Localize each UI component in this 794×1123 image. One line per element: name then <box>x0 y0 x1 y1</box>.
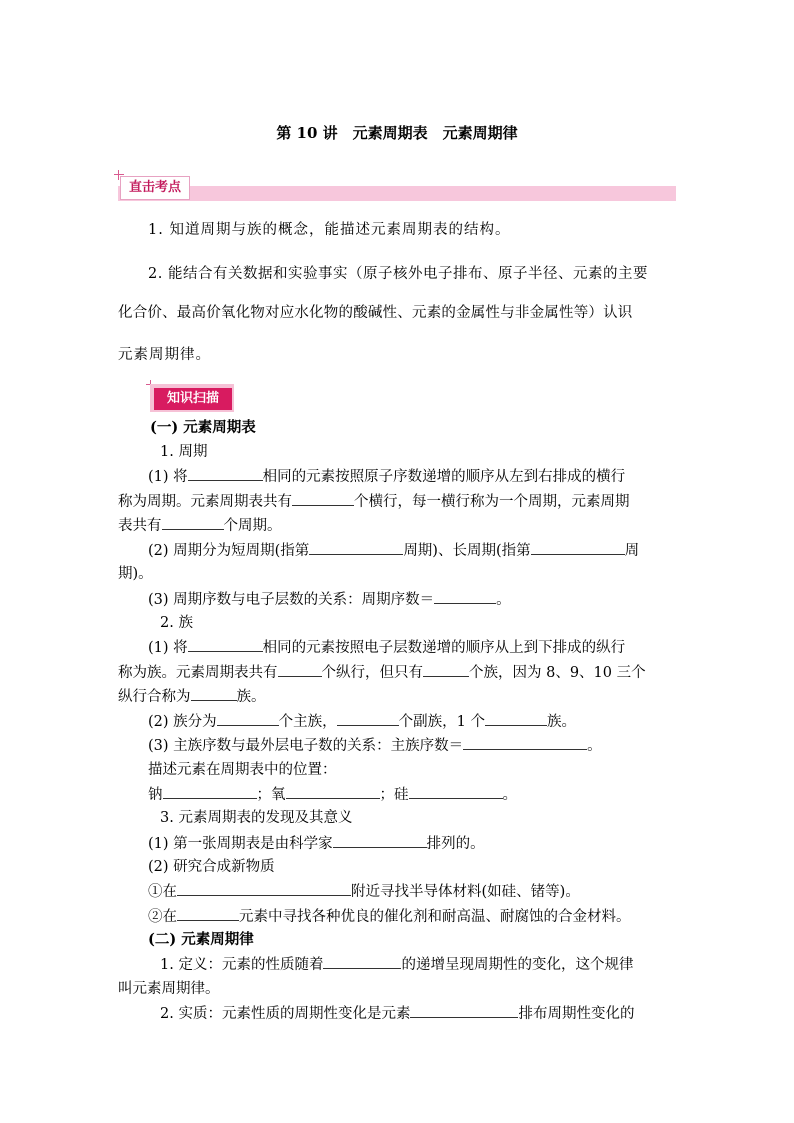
fill-blank <box>410 1003 518 1018</box>
text-line: (2) 周期分为短周期(指第 周期)、长周期(指第 周 <box>148 540 639 561</box>
heading-periodic-law: (二) 元素周期律 <box>148 931 254 948</box>
page-title: 第 10 讲 元素周期表 元素周期律 <box>276 124 518 142</box>
text-line: ②在 元素中寻找各种优良的催化剂和耐高温、耐腐蚀的合金材料。 <box>148 906 631 927</box>
fill-blank <box>434 589 496 604</box>
text-line: 表共有 个周期。 <box>118 515 282 536</box>
text-line: 钠 ；氧 ；硅 。 <box>148 784 517 805</box>
text-line: 叫元素周期律。 <box>118 981 220 997</box>
subheading-period: 1. 周期 <box>160 444 208 460</box>
heading-periodic-table: (一) 元素周期表 <box>150 419 256 436</box>
fill-blank <box>217 711 279 726</box>
objective-1: 1. 知道周期与族的概念，能描述元素周期表的结构。 <box>148 222 511 238</box>
fill-blank <box>423 662 469 677</box>
fill-blank <box>485 711 547 726</box>
objective-2-line-2: 化合价、最高价氧化物对应水化物的酸碱性、元素的金属性与非金属性等）认识 <box>118 305 633 321</box>
text-line: ①在 附近寻找半导体材料(如硅、锗等)。 <box>148 881 580 902</box>
fill-blank <box>278 662 322 677</box>
fill-blank <box>162 515 224 530</box>
subheading-group: 2. 族 <box>160 615 193 631</box>
fill-blank <box>409 784 503 799</box>
section-banner <box>118 186 676 201</box>
text-line: (3) 主族序数与最外层电子数的关系：主族序数＝ 。 <box>148 735 602 756</box>
fill-blank <box>463 735 587 750</box>
fill-blank <box>188 637 263 652</box>
objective-2-line-1: 2. 能结合有关数据和实验事实（原子核外电子排布、原子半径、元素的主要 <box>148 266 648 282</box>
section-tag-knowledge-scan: 知识扫描 <box>154 388 232 410</box>
fill-blank <box>177 906 239 921</box>
fill-blank <box>337 711 399 726</box>
text-line: (2) 族分为 个主族， 个副族，1 个 族。 <box>148 711 576 732</box>
objective-2-line-3: 元素周期律。 <box>118 347 211 363</box>
text-line: (3) 周期序数与电子层数的关系：周期序数＝ 。 <box>148 589 511 610</box>
fill-blank <box>292 491 354 506</box>
text-line: (1) 将 相同的元素按照电子层数递增的顺序从上到下排成的纵行 <box>148 637 625 658</box>
text-line: 纵行合称为 族。 <box>118 686 266 707</box>
text-line: 称为周期。元素周期表共有 个横行，每一横行称为一个周期，元素周期 <box>118 491 630 512</box>
section-tag-exam-points: 直击考点 <box>120 176 190 200</box>
fill-blank <box>286 784 380 799</box>
fill-blank <box>531 540 625 555</box>
fill-blank <box>188 466 263 481</box>
subheading-discovery: 3. 元素周期表的发现及其意义 <box>160 810 353 826</box>
text-line: 称为族。元素周期表共有 个纵行，但只有 个族，因为 8、9、10 三个 <box>118 662 646 683</box>
text-line: (1) 第一张周期表是由科学家 排列的。 <box>148 833 485 854</box>
text-line: 描述元素在周期表中的位置： <box>148 762 337 778</box>
text-line: 1. 定义：元素的性质随着 的递增呈现周期性的变化，这个规律 <box>160 954 633 975</box>
fill-blank <box>309 540 403 555</box>
fill-blank <box>323 954 401 969</box>
text-line: (2) 研究合成新物质 <box>148 859 275 875</box>
text-line: 2. 实质：元素性质的周期性变化是元素 排布周期性变化的 <box>160 1003 634 1024</box>
fill-blank <box>163 784 257 799</box>
fill-blank <box>177 881 351 896</box>
text-line: (1) 将 相同的元素按照原子序数递增的顺序从左到右排成的横行 <box>148 466 625 487</box>
fill-blank <box>333 833 427 848</box>
fill-blank <box>191 686 237 701</box>
text-line: 期)。 <box>118 566 153 582</box>
